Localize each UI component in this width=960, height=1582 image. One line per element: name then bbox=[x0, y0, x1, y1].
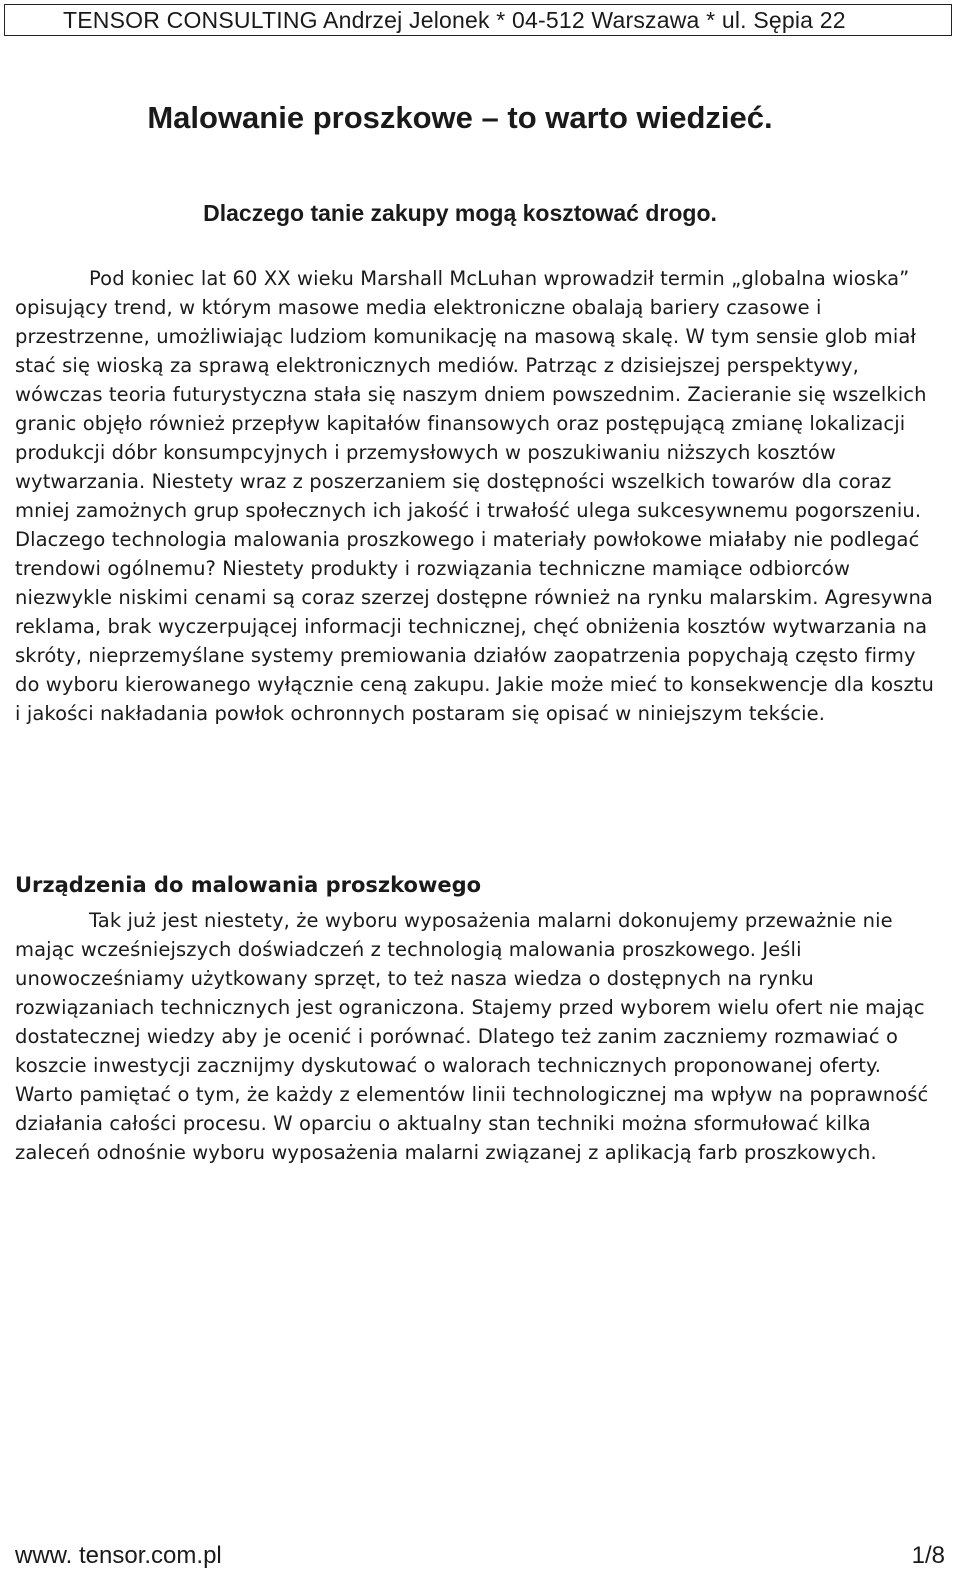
section-heading: Urządzenia do malowania proszkowego bbox=[15, 873, 482, 897]
intro-paragraph: Pod koniec lat 60 XX wieku Marshall McLuhan wprowadził termin „globalna wioska” opisujący trend, w którym masowe media elektroniczne obalają bariery czasowe i przestrzenne, umożliwiając ludziom komunikację na masową skalę. W tym sensie glob miał stać się wioską za sprawą elektronicznych mediów. Patrząc z dzisiejszej perspektywy, wówczas teoria futurystyczna stała się naszym dniem powszednim. Zacieranie się wszelkich granic objęło również przepływ kapitałów finansowych oraz postępującą zmianę lokalizacji produkcji dóbr konsumpcyjnych i przemysłowych w poszukiwaniu niższych kosztów wytwarzania. Niestety wraz z poszerzaniem się dostępności wszelkich towarów dla coraz mniej zamożnych grup społecznych ich jakość i trwałość ulega sukcesywnemu pogorszeniu. Dlaczego technologia malowania proszkowego i materiały powłokowe miałaby nie podlegać trendowi ogólnemu? Niestety produkty i rozwiązania techniczne mamiące odbiorców niezwykle niskimi cenami są coraz szerzej dostępne również na rynku malarskim. Agresywna reklama, brak wyczerpującej informacji technicznej, chęć obniżenia kosztów wytwarzania na skróty, nieprzemyślane systemy premiowania działów zaopatrzenia popychają często firmy do wyboru kierowanego wyłącznie ceną zakupu. Jakie może mieć to konsekwencje dla kosztu i jakości nakładania powłok ochronnych postaram się opisać w niniejszym tekście. bbox=[15, 267, 934, 725]
document-title: Malowanie proszkowe – to warto wiedzieć. bbox=[147, 100, 773, 135]
letterhead-text: TENSOR CONSULTING Andrzej Jelonek * 04-512 Warszawa * ul. Sępia 22 bbox=[63, 7, 846, 33]
section-paragraph: Tak już jest niestety, że wyboru wyposażenia malarni dokonujemy przeważnie nie mając wcześniejszych doświadczeń z technologią malowania proszkowego. Jeśli unowocześniamy użytkowany sprzęt, to też nasza wiedza o dostępnych na rynku rozwiązaniach technicznych jest ograniczona. Stajemy przed wyborem wielu ofert nie mając dostatecznej wiedzy aby je ocenić i porównać. Dlatego też zanim zaczniemy rozmawiać o koszcie inwestycji zacznijmy dyskutować o walorach technicznych proponowanej oferty. Warto pamiętać o tym, że każdy z elementów linii technologicznej ma wpływ na poprawność działania całości procesu. W oparciu o aktualny stan techniki można sformułować kilka zaleceń odnośnie wyboru wyposażenia malarni związanej z aplikacją farb proszkowych. bbox=[15, 909, 929, 1164]
page-number: 1/8 bbox=[911, 1542, 945, 1569]
document-subtitle: Dlaczego tanie zakupy mogą kosztować drogo. bbox=[203, 200, 717, 226]
footer-website-link[interactable]: www. tensor.com.pl bbox=[15, 1542, 222, 1569]
letterhead-header bbox=[4, 4, 952, 36]
